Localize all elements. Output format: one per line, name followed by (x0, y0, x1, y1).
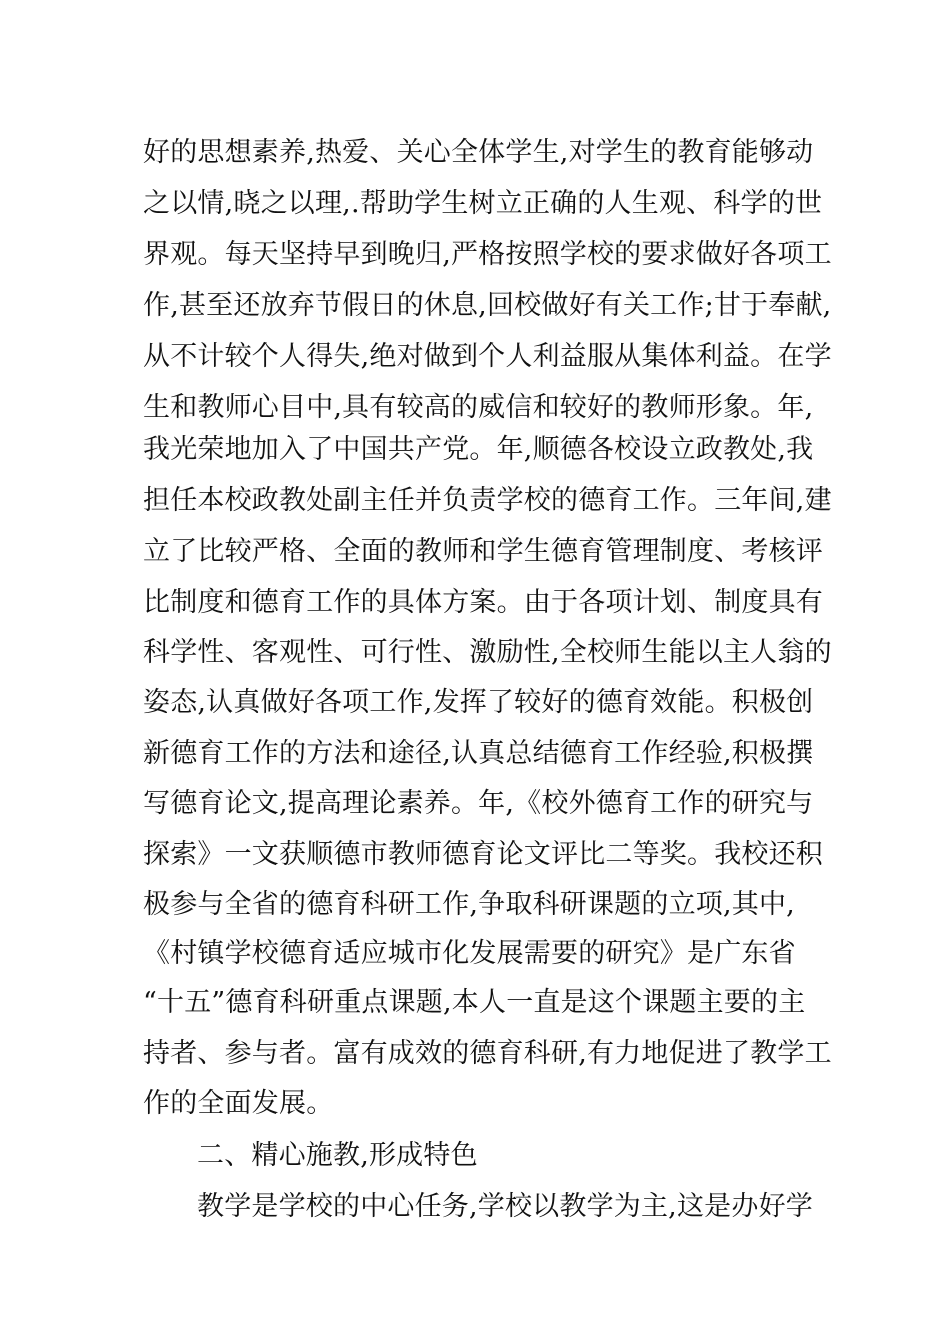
text-line: 作,甚至还放弃节假日的休息,回校做好有关工作;甘于奉献, (143, 290, 832, 321)
text-line: 写德育论文,提高理论素养。年,《校外德育工作的研究与 (143, 788, 814, 819)
text-line: 比制度和德育工作的具体方案。由于各项计划、制度具有 (143, 587, 823, 618)
text-line: 作的全面发展。 (143, 1088, 334, 1119)
text-line: 教学是学校的中心任务,学校以教学为主,这是办好学 (197, 1191, 813, 1222)
section-heading: 二、精心施教,形成特色 (197, 1140, 478, 1171)
text-line: 立了比较严格、全面的教师和学生德育管理制度、考核评 (143, 536, 823, 567)
text-line: 探索》一文获顺德市教师德育论文评比二等奖。我校还积 (143, 839, 823, 870)
text-line: 科学性、客观性、可行性、激励性,全校师生能以主人翁的 (143, 637, 832, 668)
text-line: 持者、参与者。富有成效的德育科研,有力地促进了教学工 (143, 1038, 832, 1069)
text-line: 从不计较个人得失,绝对做到个人利益服从集体利益。在学 (143, 341, 832, 372)
text-line: 界观。每天坚持早到晚归,严格按照学校的要求做好各项工 (143, 239, 832, 270)
text-line: 《村镇学校德育适应城市化发展需要的研究》是广东省 (143, 938, 796, 969)
text-line: 姿态,认真做好各项工作,发挥了较好的德育效能。积极创 (143, 687, 814, 718)
text-line: 生和教师心目中,具有较高的威信和较好的教师形象。年, (143, 392, 814, 423)
text-line: 我光荣地加入了中国共产党。年,顺德各校设立政教处,我 (143, 434, 814, 465)
text-line: “十五”德育科研重点课题,本人一直是这个课题主要的主 (143, 987, 806, 1018)
text-line: 极参与全省的德育科研工作,争取科研课题的立项,其中, (143, 889, 795, 920)
text-line: 新德育工作的方法和途径,认真总结德育工作经验,积极撰 (143, 738, 814, 769)
text-line: 好的思想素养,热爱、关心全体学生,对学生的教育能够动 (143, 137, 814, 168)
text-line: 担任本校政教处副主任并负责学校的德育工作。三年间,建 (143, 485, 832, 516)
text-line: 之以情,晓之以理,.帮助学生树立正确的人生观、科学的世 (143, 188, 823, 219)
